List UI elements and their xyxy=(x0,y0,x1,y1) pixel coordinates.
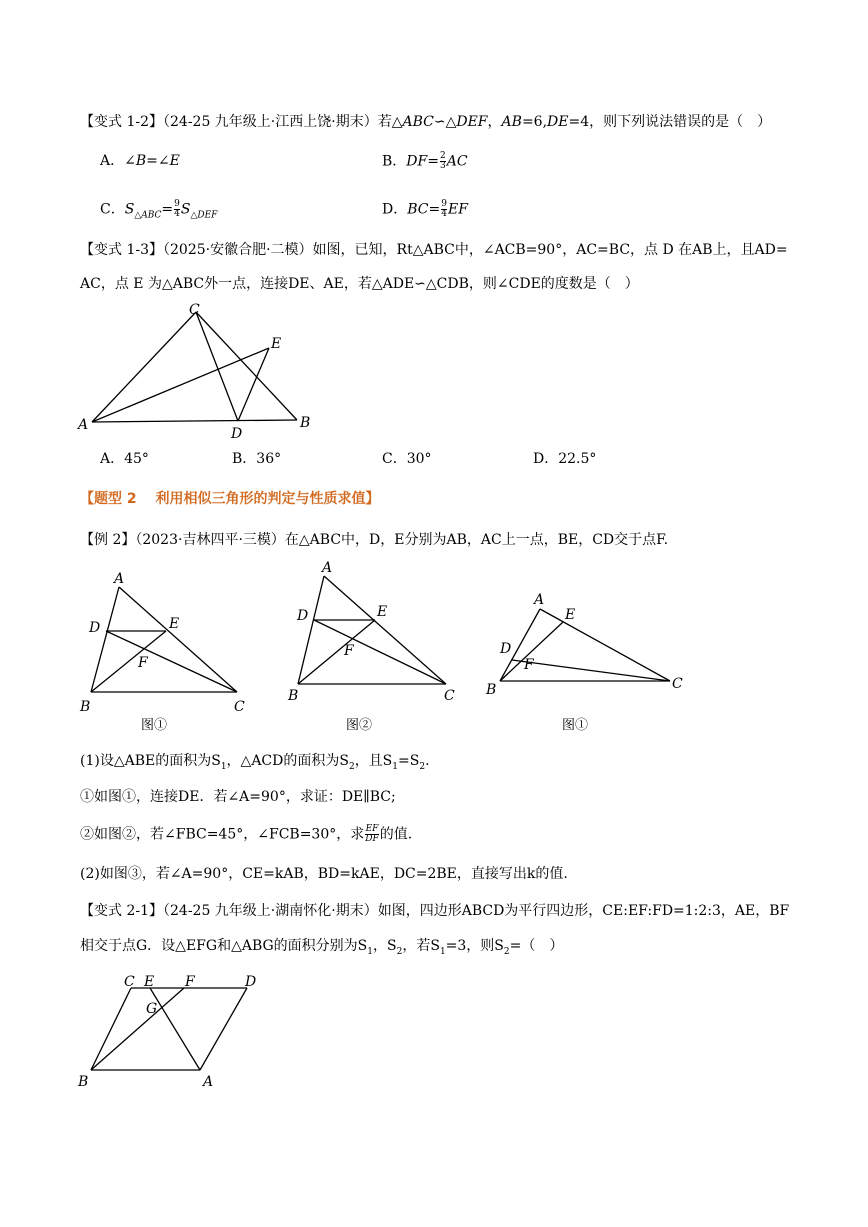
label-c: C xyxy=(672,676,683,692)
option-a: A．∠B=∠E xyxy=(100,153,180,169)
question-tag: 【例 2】 xyxy=(80,532,136,548)
label-e: E xyxy=(271,336,282,352)
fraction: $\frac{2}{3}$ xyxy=(439,151,446,171)
label-a: A xyxy=(78,417,89,433)
fraction: $\frac{EF}{DF}$ xyxy=(365,824,379,844)
option-b: B．DF= $\frac{2}{3}$ AC xyxy=(382,151,468,171)
label-d: D xyxy=(500,641,512,657)
label-e: E xyxy=(377,604,388,620)
question-v2-1-line2: 相交于点G．设△EFG和△ABG的面积分别为$S_1$，$S_2$，若$S_1=3$，则$S_2=$（ ） xyxy=(80,938,564,957)
fraction: $\frac{9}{4}$ xyxy=(174,199,180,219)
figure-ex2-2 xyxy=(284,556,464,736)
question-part2: (2)如图③，若∠A=90°，CE=kAB，BD=kAE，DC=2BE，直接写出k的值. xyxy=(80,866,568,882)
question-tag: 【变式 1-3】 xyxy=(80,242,163,258)
label-d: D xyxy=(231,426,243,442)
option-c: C．$S_{\triangle ABC}=$ $\frac{9}{4}$ $S_{\triangle DEF}$ xyxy=(100,199,218,221)
label-c: C xyxy=(189,302,200,318)
question-v2-1: 【变式 2-1】（24-25 九年级上·湖南怀化·期末）如图，四边形ABCD为平行四边形，CE:EF:FD=1:2:3，AE，BF xyxy=(80,903,790,919)
seg-cd xyxy=(196,312,238,421)
label-e: E xyxy=(144,974,155,990)
label-f: F xyxy=(138,655,148,671)
option-b: B．36° xyxy=(232,451,282,467)
question-tag: 【变式 1-2】 xyxy=(80,114,163,130)
figure-caption: 图① xyxy=(141,718,168,733)
label-b: B xyxy=(486,682,497,698)
label-e: E xyxy=(565,607,576,623)
option-a: A．45° xyxy=(100,451,149,467)
label-a: A xyxy=(114,571,125,587)
label-e: E xyxy=(169,616,180,632)
example-2: 【例 2】（2023·吉林四平·三模）在△ABC中，D，E分别为AB，AC上一点，BE，CD交于点F. xyxy=(80,532,669,548)
option-d: D．BC= $\frac{9}{4}$ EF xyxy=(382,199,468,219)
label-c: C xyxy=(444,688,455,704)
seg-ab xyxy=(92,420,297,422)
label-f: F xyxy=(344,643,354,659)
figure-ex2-3 xyxy=(482,586,692,736)
question-tag: 【变式 2-1】 xyxy=(80,903,163,919)
label-d: D xyxy=(89,620,101,636)
label-b: B xyxy=(300,415,311,431)
fraction: $\frac{9}{4}$ xyxy=(441,199,447,219)
label-c: C xyxy=(234,699,245,715)
label-b: B xyxy=(78,1074,89,1090)
figure-caption: 图② xyxy=(346,718,373,733)
question-v1-2: 【变式 1-2】（24-25 九年级上·江西上饶·期末）若△ABC∽△DEF，AB=6,DE=4，则下列说法错误的是（ ） xyxy=(80,114,772,130)
label-a: A xyxy=(203,1074,214,1090)
question-part1b: ②如图②，若∠FBC=45°，∠FCB=30°，求 $\frac{EF}{DF}$ 的值. xyxy=(80,824,413,844)
figure-caption: 图① xyxy=(562,718,589,733)
label-c: C xyxy=(124,974,135,990)
question-v1-3: 【变式 1-3】（2025·安徽合肥·二模）如图，已知，Rt△ABC中，∠ACB=90°，AC=BC，点 D 在AB上，且AD= xyxy=(80,242,788,258)
label-f: F xyxy=(185,974,195,990)
seg-cb xyxy=(196,312,297,420)
label-g: G xyxy=(146,1001,158,1017)
label-a: A xyxy=(322,560,333,576)
question-part1a: ①如图①，连接DE．若∠A=90°，求证：DE∥BC; xyxy=(80,789,396,805)
figure-v1-3 xyxy=(70,295,330,445)
label-b: B xyxy=(288,688,299,704)
option-c: C．30° xyxy=(382,451,432,467)
label-a: A xyxy=(534,592,545,608)
section-heading: 【题型 2 利用相似三角形的判定与性质求值】 xyxy=(80,491,380,507)
label-f: F xyxy=(524,657,534,673)
option-d: D．22.5° xyxy=(533,451,597,467)
question-v1-3-line2: AC，点 E 为△ABC外一点，连接DE、AE，若△ADE∽△CDB，则∠CDE的度数是（ ） xyxy=(80,276,639,292)
figure-v2-1 xyxy=(70,965,270,1095)
label-d: D xyxy=(245,974,257,990)
label-b: B xyxy=(80,699,91,715)
figure-ex2-1 xyxy=(76,565,256,735)
seg-ac xyxy=(92,312,196,422)
question-part1: (1)设△ABE的面积为$S_1$，△ACD的面积为$S_2$，且$S_1=S_2$. xyxy=(80,753,430,772)
label-d: D xyxy=(297,608,309,624)
